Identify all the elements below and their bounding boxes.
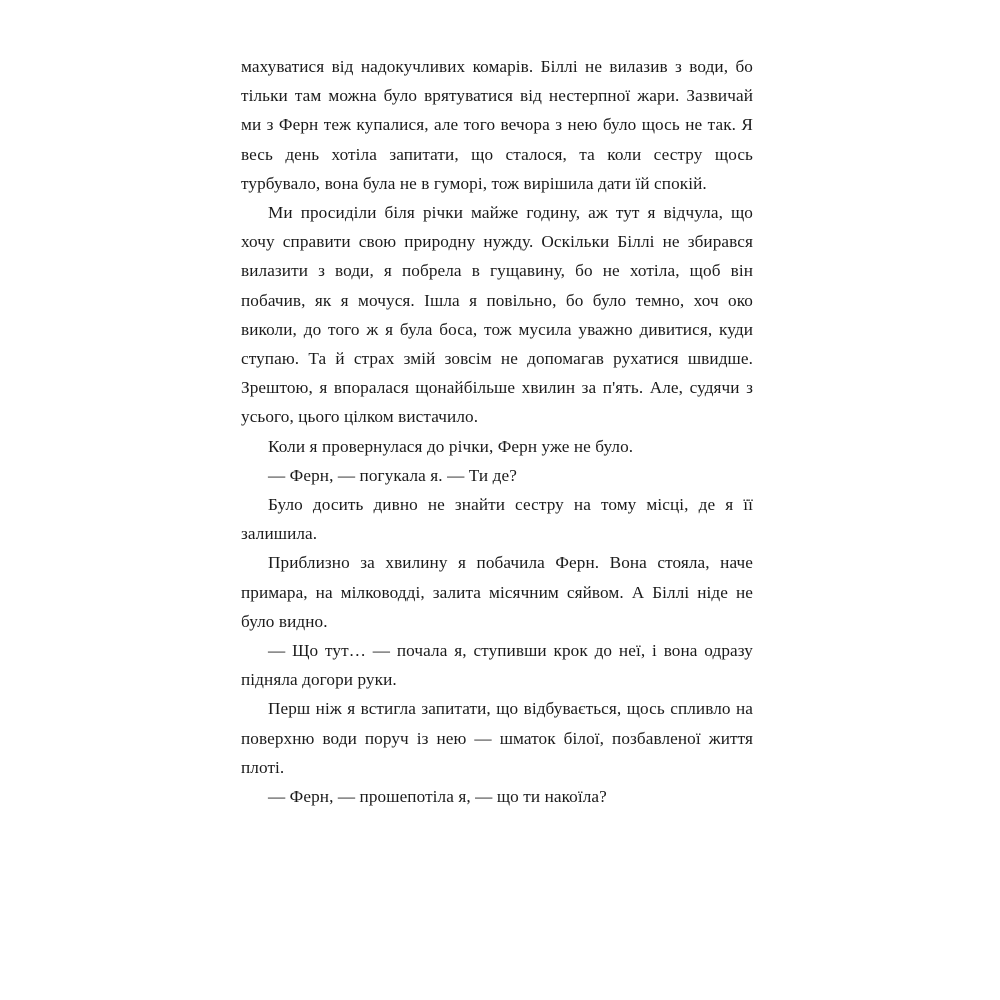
paragraph: Було досить дивно не знайти сестру на тому місці, де я її залишила. [241,495,753,544]
paragraph-dialogue: — Ферн, — прошепотіла я, — що ти накоїла? [268,787,607,807]
paragraph-dialogue: — Ферн, — погукала я. — Ти де? [268,465,517,485]
paragraph: Коли я провернулася до річки, Ферн уже не було. [268,436,634,456]
paragraph: Перш ніж я встигла запитати, що відбувається, щось спливло на поверхню води поруч із нею — шматок білої, позбавленої життя плоті. [241,699,753,777]
page-text-column [241,52,753,811]
paragraph-dialogue: — Що тут… — почала я, ступивши крок до неї, і вона одразу підняла догори руки. [241,641,753,690]
paragraph: махуватися від надокучливих комарів. Біллі не вилазив з води, бо тільки там можна було врятуватися від нестерпної жари. Зазвичай ми з Ферн теж купалися, але того вечора з нею було щось не так. Я весь день хотіла запитати, що сталося, та коли сестру щось турбувало, вона була не в гуморі, тож вирішила дати їй спокій. [241,57,753,193]
paragraph: Приблизно за хвилину я побачила Ферн. Вона стояла, наче примара, на мілководді, залита місячним сяйвом. А Біллі ніде не було видно. [241,553,753,631]
paragraph: Ми просиділи біля річки майже годину, аж тут я відчула, що хочу справити свою природну нужду. Оскільки Біллі не збирався вилазити з води, я побрела в гущавину, бо не хотіла, щоб він побачив, як я мочуся. Ішла я повільно, бо було темно, хоч око виколи, до того ж я була боса, тож мусила уважно дивитися, куди ступаю. Та й страх змій зовсім не допомагав рухатися швидше. Зрештою, я впоралася щонайбільше хвилин за п'ять. Але, судячи з усього, цього цілком вистачило. [241,203,753,427]
